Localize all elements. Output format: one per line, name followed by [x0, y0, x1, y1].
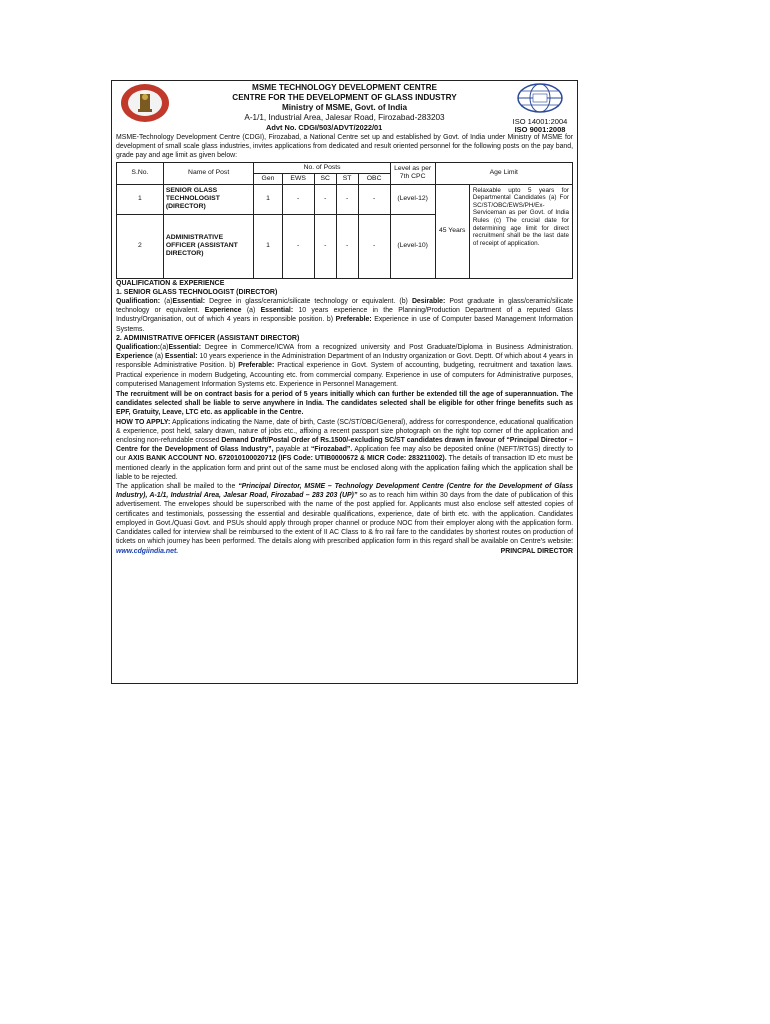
header-ews: EWS [282, 173, 314, 184]
age-value: 45 Years [435, 184, 469, 278]
centre-name: MSME TECHNOLOGY DEVELOPMENT CENTRE [252, 83, 437, 92]
iso-certification [507, 83, 573, 134]
header-post-name: Name of Post [163, 162, 254, 184]
row-post-name: ADMINISTRATIVE OFFICER (ASSISTANT DIRECTOR) [163, 214, 254, 278]
qualification-heading: QUALIFICATION & EXPERIENCE [116, 279, 225, 287]
header-obc: OBC [358, 173, 390, 184]
row-gen: 1 [254, 184, 282, 214]
globe-icon [515, 83, 565, 113]
header-no-of-posts: No. of Posts [254, 162, 390, 173]
row-obc: - [358, 184, 390, 214]
row-ews: - [282, 184, 314, 214]
table-row [117, 184, 573, 214]
msme-emblem-icon [120, 83, 170, 123]
centre-subname: CENTRE FOR THE DEVELOPMENT OF GLASS INDUSTRY [232, 93, 457, 102]
row-level: (Level-10) [390, 214, 435, 278]
row-level: (Level-12) [390, 184, 435, 214]
header-gen: Gen [254, 173, 282, 184]
row-sc: - [314, 214, 336, 278]
row-sno: 1 [117, 184, 164, 214]
row-sc: - [314, 184, 336, 214]
posts-table [116, 162, 573, 279]
header-st: ST [336, 173, 358, 184]
intro-paragraph: MSME-Technology Development Centre (CDGI), Firozabad, a National Centre set up and established by Govt. of India under Ministry of MSME for development of small scale glass industries, invites applications from dedicated and result oriented personnel for the following posts on the pay band, grade pay and age limit as given below: [116, 134, 573, 160]
row-sno: 2 [117, 214, 164, 278]
section2-paragraph: Qualification:(a)Essential: Degree in Commerce/ICWA from a recognized university and Post Graduate/Diploma in Business Administration. Experience (a) Essential: 10 years experience in the Administration Department of an Industry organization or Govt. Deptt. Of which about 4 years in responsible Administrative Position. b) Preferable: Practical experience in Govt. System of accounting, budgeting, recruitment and taxation laws. Practical experience in modern Budgeting, Accounting etc. from commercial company. Experience in use of computers for Administrative purposes, computerised Management Information Systems etc. Experience in Personnel Management. [116, 344, 573, 388]
advertisement-page [111, 80, 578, 684]
row-st: - [336, 214, 358, 278]
address: A-1/1, Industrial Area, Jalesar Road, Firozabad-283203 [244, 113, 445, 122]
row-post-name: SENIOR GLASS TECHNOLOGIST (DIRECTOR) [163, 184, 254, 214]
header-age-limit: Age Limit [435, 162, 572, 184]
header-level: Level as per 7th CPC [390, 162, 435, 184]
contract-paragraph: The recruitment will be on contract basis for a period of 5 years initially which can further be extended till the age of superannuation. The candidates selected shall be liable to serve anywhere in India. The candidates selected shall be eligible for other fringe benefits such as EPF, Gratuity, Leave, LTC etc. as applicable in the Centre. [116, 391, 573, 417]
age-relaxation: Relaxable upto 5 years for Departmental Candidates (a) For SC/ST/OBC/EWS/PH/Ex-Serviceman as per Govt. of India Rules (c) The crucial date for determining age limit for direct recruitment shall be the last date of receipt of application. [469, 184, 572, 278]
section1-paragraph: Qualification: (a)Essential: Degree in glass/ceramic/silicate technology or equivalent. (b) Desirable: Post graduate in glass/ceramic/silicate technology or equivalent. Experience (a) Essential: 10 years experience in the Planning/Production Department of a reputed Glass Industry/Organisation, out of which 4 years in responsible position. b) Preferable: Experience in use of Computer based Management Information Systems. [116, 298, 573, 333]
row-ews: - [282, 214, 314, 278]
signatory: PRINCPAL DIRECTOR [500, 547, 573, 555]
header-sno: S.No. [117, 162, 164, 184]
section1-heading: 1. SENIOR GLASS TECHNOLOGIST (DIRECTOR) [116, 288, 278, 296]
iso-9001: ISO 9001:2008 [514, 125, 566, 134]
advt-number: Advt No. CDGI/503/ADVT/2022/01 [266, 123, 383, 132]
table-header-row [117, 162, 573, 173]
row-st: - [336, 184, 358, 214]
mail-paragraph: The application shall be mailed to the “Principal Director, MSME – Technology Development Centre (Centre for the Development of Glass Industry), A-1/1, Industrial Area, Jalesar Road, Firozabad – 283 203 (UP)” so as to reach him within 30 days from the date of publication of this advertisement. The envelopes should be superscribed with the name of the post applied for. Applicants must also enclose self attested copies of certificates and testimonials, possessing the essential and desirable qualifications, experience, date of birth etc. with the application. Candidates employed in Govt./Quasi Govt. and PSUs should apply through proper channel or produce NOC from their employer along with the application form. Candidates called for interview shall be reimbursed to the extent of II AC Class to & fro rail fare to the candidates by shortest routes on production of tickets on which journey has been performed. The details along with prescribed application form in this regard shall be available on Centre’s website: www.cdgiindia.net. PRINCPAL DIRECTOR [116, 483, 573, 555]
row-obc: - [358, 214, 390, 278]
how-to-apply-paragraph: HOW TO APPLY: Applications indicating the Name, date of birth, Caste (SC/ST/OBC/General), address for correspondence, educational qualification & experience, post held, salary drawn, nature of jobs etc., affixing a recent passport size photograph on the right top corner of the application and enclosing non-refundable crossed Demand Draft/Postal Order of Rs.1500/-excluding SC/ST candidates drawn in favour of “Principal Director – Centre for the Development of Glass Industry”, payable at “Firozabad”. Application fee may also be deposited online (NEFT/RTGS) directly to our AXIS BANK ACCOUNT NO. 672010100020712 (IFS Code: UTIB0000672 & MICR Code: 283211002). The details of transaction ID etc must be mentioned clearly in the application form and print out of the same must be enclosed along with the application failing which the application shall be liable to be rejected. [116, 418, 574, 481]
header [116, 83, 573, 133]
website-link[interactable]: www.cdgiindia.net. [116, 547, 179, 555]
header-sc: SC [314, 173, 336, 184]
iso-14001: ISO 14001:2004 [512, 117, 568, 126]
row-gen: 1 [254, 214, 282, 278]
section2-heading: 2. ADMINISTRATIVE OFFICER (ASSISTANT DIRECTOR) [116, 334, 300, 342]
ministry: Ministry of MSME, Govt. of India [281, 103, 408, 112]
